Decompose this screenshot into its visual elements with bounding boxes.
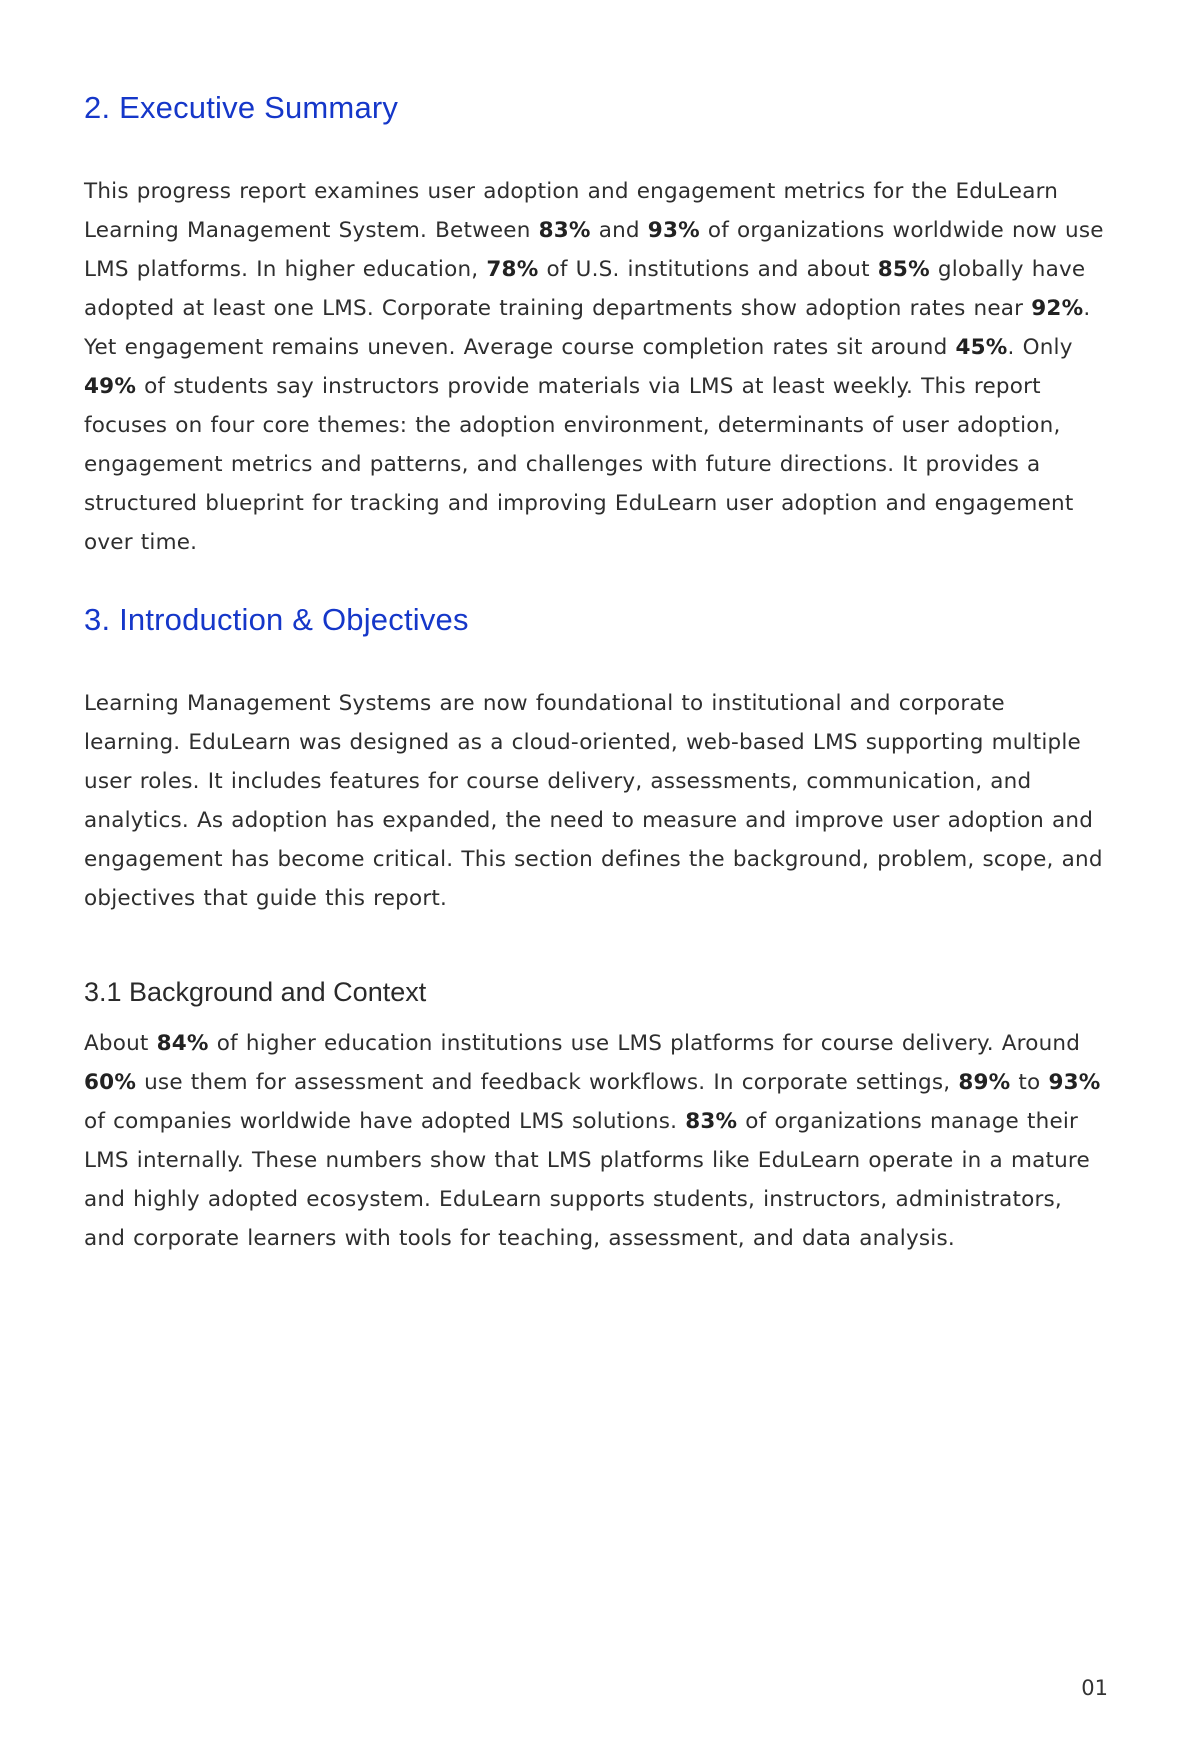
text-run: Learning Management Systems are now foundational to institutional and corporate learning. EduLearn was designed as a cloud-oriented, web-based LMS supporting multiple user roles. It includes features for course delivery, assessments, communication, and analytics. As adoption has expanded, the need to measure and improve user adoption and engagement has become critical. This section defines the background, problem, scope, and objectives that guide this report.	[84, 691, 1103, 911]
text-run: of organizations manage their LMS internally. These numbers show that LMS platforms like EduLearn operate in a mature and highly adopted ecosystem. EduLearn supports students, instructors, administrators, and corporate learners with tools for teaching, assessment, and data analysis.	[84, 1109, 1090, 1251]
highlighted-figure: 93%	[647, 218, 700, 243]
page-content	[84, 80, 1104, 1258]
highlighted-figure: 83%	[538, 218, 591, 243]
text-run: of U.S. institutions and about	[538, 257, 878, 282]
highlighted-figure: 92%	[1031, 296, 1084, 321]
text-run: of companies worldwide have adopted LMS solutions.	[84, 1109, 686, 1134]
section-heading-introduction-objectives: 3. Introduction & Objectives	[84, 602, 469, 637]
text-run: of students say instructors provide materials via LMS at least weekly. This report focuses on four core themes: the adoption environment, determinants of user adoption, engagement metrics and patterns, and challenges with future directions. It provides a structured blueprint for tracking and improving EduLearn user adoption and engagement over time.	[84, 374, 1074, 555]
executive-summary-paragraph	[84, 172, 1104, 562]
text-run: This progress report examines user adoption and engagement metrics for the EduLearn Learning Management System. Between	[84, 179, 1059, 243]
highlighted-figure: 45%	[955, 335, 1008, 360]
background-paragraph	[84, 1024, 1104, 1258]
highlighted-figure: 78%	[486, 257, 539, 282]
text-run: use them for assessment and feedback workflows. In corporate settings,	[136, 1070, 959, 1095]
section-heading-executive-summary: 2. Executive Summary	[84, 90, 399, 125]
subsection-heading-background-context: 3.1 Background and Context	[84, 977, 427, 1007]
text-run: About	[84, 1031, 157, 1056]
text-run: globally have adopted at least one LMS. Corporate training departments show adoption rates near	[84, 257, 1086, 321]
highlighted-figure: 84%	[156, 1031, 209, 1056]
highlighted-figure: 93%	[1048, 1070, 1101, 1095]
text-run: and	[590, 218, 648, 243]
text-run: . Only	[1007, 335, 1073, 360]
page-number: 01	[1081, 1676, 1108, 1700]
text-run: of higher education institutions use LMS platforms for course delivery. Around	[208, 1031, 1081, 1056]
highlighted-figure: 89%	[958, 1070, 1011, 1095]
highlighted-figure: 49%	[84, 374, 137, 399]
text-run: to	[1010, 1070, 1049, 1095]
highlighted-figure: 85%	[877, 257, 930, 282]
text-run: . Yet engagement remains uneven. Average course completion rates sit around	[84, 296, 1091, 360]
highlighted-figure: 60%	[84, 1070, 137, 1095]
introduction-paragraph	[84, 684, 1104, 918]
highlighted-figure: 83%	[685, 1109, 738, 1134]
text-run: of organizations worldwide now use LMS platforms. In higher education,	[84, 218, 1104, 282]
